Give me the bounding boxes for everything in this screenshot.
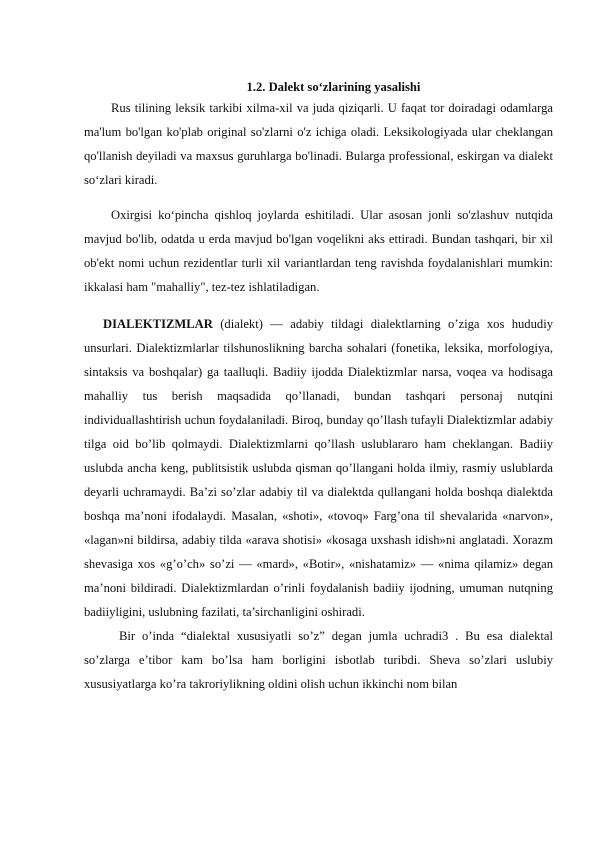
document-page xyxy=(84,76,553,696)
section-title: 1.2. Dalekt so‘zlarining yasalishi xyxy=(246,80,421,94)
term-dialektizmlar: DIALEKTIZMLAR xyxy=(103,317,213,331)
paragraph-village-speech: Oxirgisi ko‘pincha qishloq joylarda eshitiladi. Ular asosan jonli so'zlashuv nutqida mavjud bo'lib, odatda u erda mavjud bo'lgan voqelikni aks ettiradi. Bundan tashqari, bir xil ob'ekt nomi uchun rezidentlar turli xil variantlardan teng ravishda foydalanishlari mumkin: ikkalasi ham "mahalliy", tez-tez ishlatiladigan. xyxy=(84,208,553,294)
dialectisms-definition: (dialekt) — adabiy tildagi dialektlarning o’ziga xos hududiy unsurlari. Dialektizmlarlar tilshunoslikning barcha sohalari (fonetika, leksika, morfologiya, sintaksis va boshqalar) ga taalluqli. Badiiy ijodda Dialektizmlar narsa, voqea va hodisaga mahalliy tus berish maqsadida qo’llanadi, bundan tashqari personaj nutqini individuallashtirish uchun foydalaniladi. Biroq, bunday qo’llash tufayli Dialektizmlar adabiy tilga oid bo’lib qolmaydi. Dialektizmlarni qo’llash uslublararo ham cheklangan. Badiiy uslubda ancha keng, publitsistik uslubda qisman qo’llangani holda ilmiy, rasmiy uslublarda deyarli uchramaydi. Ba’zi so’zlar adabiy til va dialektda qullangani holda boshqa dialektda boshqa ma’noni ifodalaydi. Masalan, «shoti», «tovoq» Farg’ona til shevalarida «narvon», «lagan»ni bildirsa, adabiy tilda «arava shotisi» «kosaga uxshash idish»ni anglatadi. Xorazm shevasiga xos «g’o’ch» so’zi — «mard», «Botir», «nishatamiz» — «nima qilamiz» degan ma’noni bildiradi. Dialektizmlardan o’rinli foydalanish badiiy ijodning, umuman nutqning badiiyligini, uslubning fazilati, ta’sirchanligini oshiradi. xyxy=(84,317,553,619)
paragraph-dialectisms xyxy=(84,312,553,624)
paragraph-dialect-words: Bir o’inda “dialektal xususiyatli so’z” degan jumla uchradi3 . Bu esa dialektal so’zlarga e’tibor kam bo’lsa ham borligini isbotlab turibdi. Sheva so’zlari uslubiy xususiyatlarga ko’ra takroriylikning oldini olish uchun ikkinchi nom bilan xyxy=(84,629,553,691)
paragraph-lexicon: Rus tilining leksik tarkibi xilma-xil va juda qiziqarli. U faqat tor doiradagi odamlarga ma'lum bo'lgan ko'plab original so'zlarni o'z ichiga oladi. Leksikologiyada ular cheklangan qo'llanish deyiladi va maxsus guruhlarga bo'linadi. Bularga professional, eskirgan va dialekt so‘zlari kiradi. xyxy=(84,101,553,187)
